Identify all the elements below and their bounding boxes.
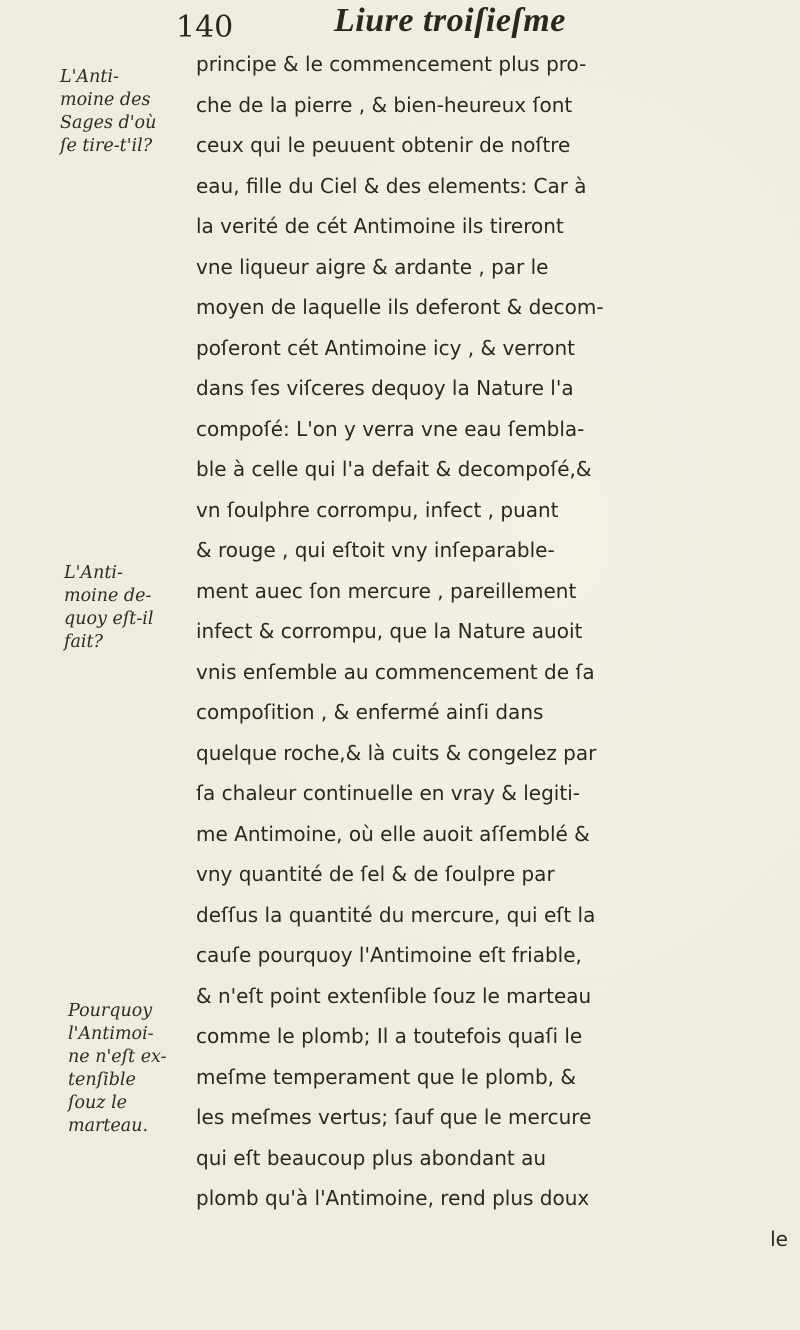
- margin-note-line: ſe tire-t'il?: [60, 136, 153, 156]
- margin-note-line: moine de-: [64, 586, 152, 606]
- body-line: compoſé: L'on y verra vne eau ſembla-: [196, 416, 585, 441]
- body-line: compoſition , & enfermé ainſi dans: [196, 700, 544, 724]
- body-line: plomb qu'à l'Antimoine, rend plus doux: [196, 1186, 590, 1210]
- body-line: quelque roche,& là cuits & congelez par: [196, 740, 597, 765]
- margin-note-line: moine des: [60, 90, 151, 110]
- body-line: principe & le commencement plus pro-: [196, 52, 587, 76]
- body-line: eau, fille du Ciel & des elements: Car à: [196, 173, 587, 198]
- page-number: 140: [176, 10, 234, 45]
- body-line: cauſe pourquoy l'Antimoine eſt friable,: [196, 943, 582, 967]
- body-line: qui eſt beaucoup plus abondant au: [196, 1145, 547, 1170]
- body-line: dans ſes viſceres dequoy la Nature l'a: [196, 376, 574, 400]
- body-line: la verité de cét Antimoine ils tireront: [196, 214, 564, 238]
- body-line: vny quantité de ſel & de ſoulpre par: [196, 862, 555, 886]
- body-line: ſa chaleur continuelle en vray & legiti-: [196, 781, 580, 805]
- body-line: vn ſoulphre corrompu, infect , puant: [196, 497, 559, 522]
- body-line: poſeront cét Antimoine icy , & verront: [196, 335, 576, 360]
- body-line: les meſmes vertus; ſauf que le mercure: [196, 1105, 592, 1129]
- body-line: me Antimoine, où elle auoit aſſemblé &: [196, 821, 590, 846]
- catchword: le: [770, 1226, 788, 1251]
- margin-note-line: quoy eſt-il: [64, 609, 154, 629]
- body-line: ble à celle qui l'a defait & decompoſé,&: [196, 457, 592, 481]
- margin-note-line: L'Anti-: [60, 67, 119, 87]
- body-line: deſſus la quantité du mercure, qui eſt la: [196, 902, 596, 927]
- margin-note-line: Pourquoy: [68, 1001, 153, 1021]
- margin-note-line: tenſible: [68, 1070, 136, 1090]
- margin-note-line: ſouz le: [68, 1093, 128, 1113]
- margin-note-line: marteau.: [68, 1116, 149, 1136]
- margin-note-line: fait?: [64, 632, 103, 652]
- margin-note-antimony-of-sages: [60, 66, 156, 158]
- body-line: & rouge , qui eſtoit vny inſeparable-: [196, 538, 555, 562]
- body-line: vne liqueur aigre & ardante , par le: [196, 254, 549, 279]
- running-title: Liure troiſieſme: [334, 2, 566, 39]
- body-line: & n'eſt point extenſible ſouz le marteau: [196, 983, 592, 1008]
- body-line: ceux qui le peuuent obtenir de noſtre: [196, 133, 571, 157]
- margin-note-line: Sages d'où: [60, 113, 157, 133]
- body-text: [196, 44, 796, 1259]
- body-line: meſme temperament que le plomb, &: [196, 1064, 576, 1089]
- margin-note-antimony-composition: [64, 562, 153, 654]
- margin-note-antimony-not-malleable: [68, 1000, 167, 1138]
- body-line: vnis enſemble au commencement de ſa: [196, 659, 595, 684]
- body-line: infect & corrompu, que la Nature auoit: [196, 619, 583, 643]
- body-line: che de la pierre , & bien-heureux ſont: [196, 92, 573, 117]
- body-line: ment auec ſon mercure , pareillement: [196, 578, 577, 603]
- body-line: moyen de laquelle ils deferont & decom-: [196, 295, 604, 319]
- margin-note-line: l'Antimoi-: [68, 1024, 154, 1044]
- margin-note-line: L'Anti-: [64, 563, 123, 583]
- margin-note-line: ne n'eſt ex-: [68, 1047, 167, 1067]
- body-line: comme le plomb; Il a toutefois quaſi le: [196, 1024, 583, 1048]
